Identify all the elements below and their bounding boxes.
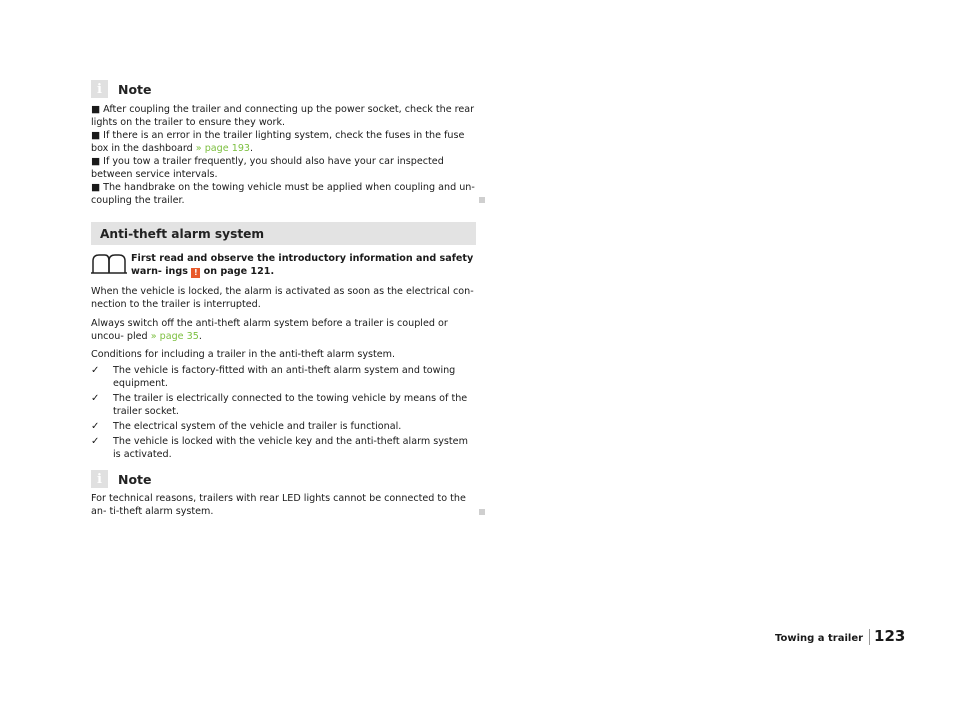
checklist: [91, 364, 476, 463]
list-item: ✓ The trailer is electrically connected to the towing vehicle by means of the trailer socket.: [91, 393, 468, 417]
page-number: 123: [874, 627, 906, 645]
info-icon: i: [91, 470, 108, 488]
note-item: ■ If you tow a trailer frequently, you should also have your car inspected between service intervals.: [91, 156, 444, 181]
section-header: [91, 222, 476, 245]
note-header: [91, 80, 152, 98]
note-title: Note: [118, 471, 152, 487]
page-link[interactable]: » page 193: [195, 143, 251, 155]
warning-icon: !: [191, 268, 200, 278]
checkmark-icon: ✓: [91, 365, 100, 376]
checkmark-icon: ✓: [91, 421, 100, 432]
note-item: ■ After coupling the trailer and connecting up the power socket, check the rear lights on the trailer to ensure they work.: [91, 104, 475, 129]
paragraph: When the vehicle is locked, the alarm is activated as soon as the electrical con- nection to the trailer is interrupted.: [91, 286, 474, 311]
end-marker-icon: [479, 197, 485, 203]
end-marker-icon: [479, 509, 485, 515]
paragraph: Conditions for including a trailer in the anti-theft alarm system.: [91, 349, 396, 360]
checkmark-icon: ✓: [91, 436, 100, 447]
info-icon: i: [91, 80, 108, 98]
divider: [869, 629, 870, 645]
note-item: ■ The handbrake on the towing vehicle must be applied when coupling and un- coupling the trailer.: [91, 182, 475, 207]
page-footer: [775, 627, 905, 645]
list-item: ✓ The vehicle is factory-fitted with an anti-theft alarm system and towing equipment.: [91, 365, 456, 389]
section-title: Anti-theft alarm system: [100, 226, 265, 241]
checkmark-icon: ✓: [91, 393, 100, 404]
note-text: For technical reasons, trailers with rear LED lights cannot be connected to the an- ti-theft alarm system.: [91, 493, 466, 518]
list-item: ✓ The vehicle is locked with the vehicle key and the anti-theft alarm system is activated.: [91, 436, 468, 460]
chapter-title: Towing a trailer: [775, 633, 864, 644]
note-header: [91, 470, 152, 488]
page-link[interactable]: » page 35: [150, 331, 199, 343]
list-item: ✓ The electrical system of the vehicle and trailer is functional.: [91, 421, 402, 432]
paragraph: Always switch off the anti-theft alarm system before a trailer is coupled or uncou- pled » page 35.: [91, 318, 448, 343]
note-title: Note: [118, 81, 152, 97]
intro-text: First read and observe the introductory information and safety warn- ings ! on page 121.: [131, 253, 474, 277]
read-book-icon: [91, 253, 127, 275]
note-item: ■ If there is an error in the trailer lighting system, check the fuses in the fuse box in the dashboard » page 193.: [91, 130, 465, 155]
